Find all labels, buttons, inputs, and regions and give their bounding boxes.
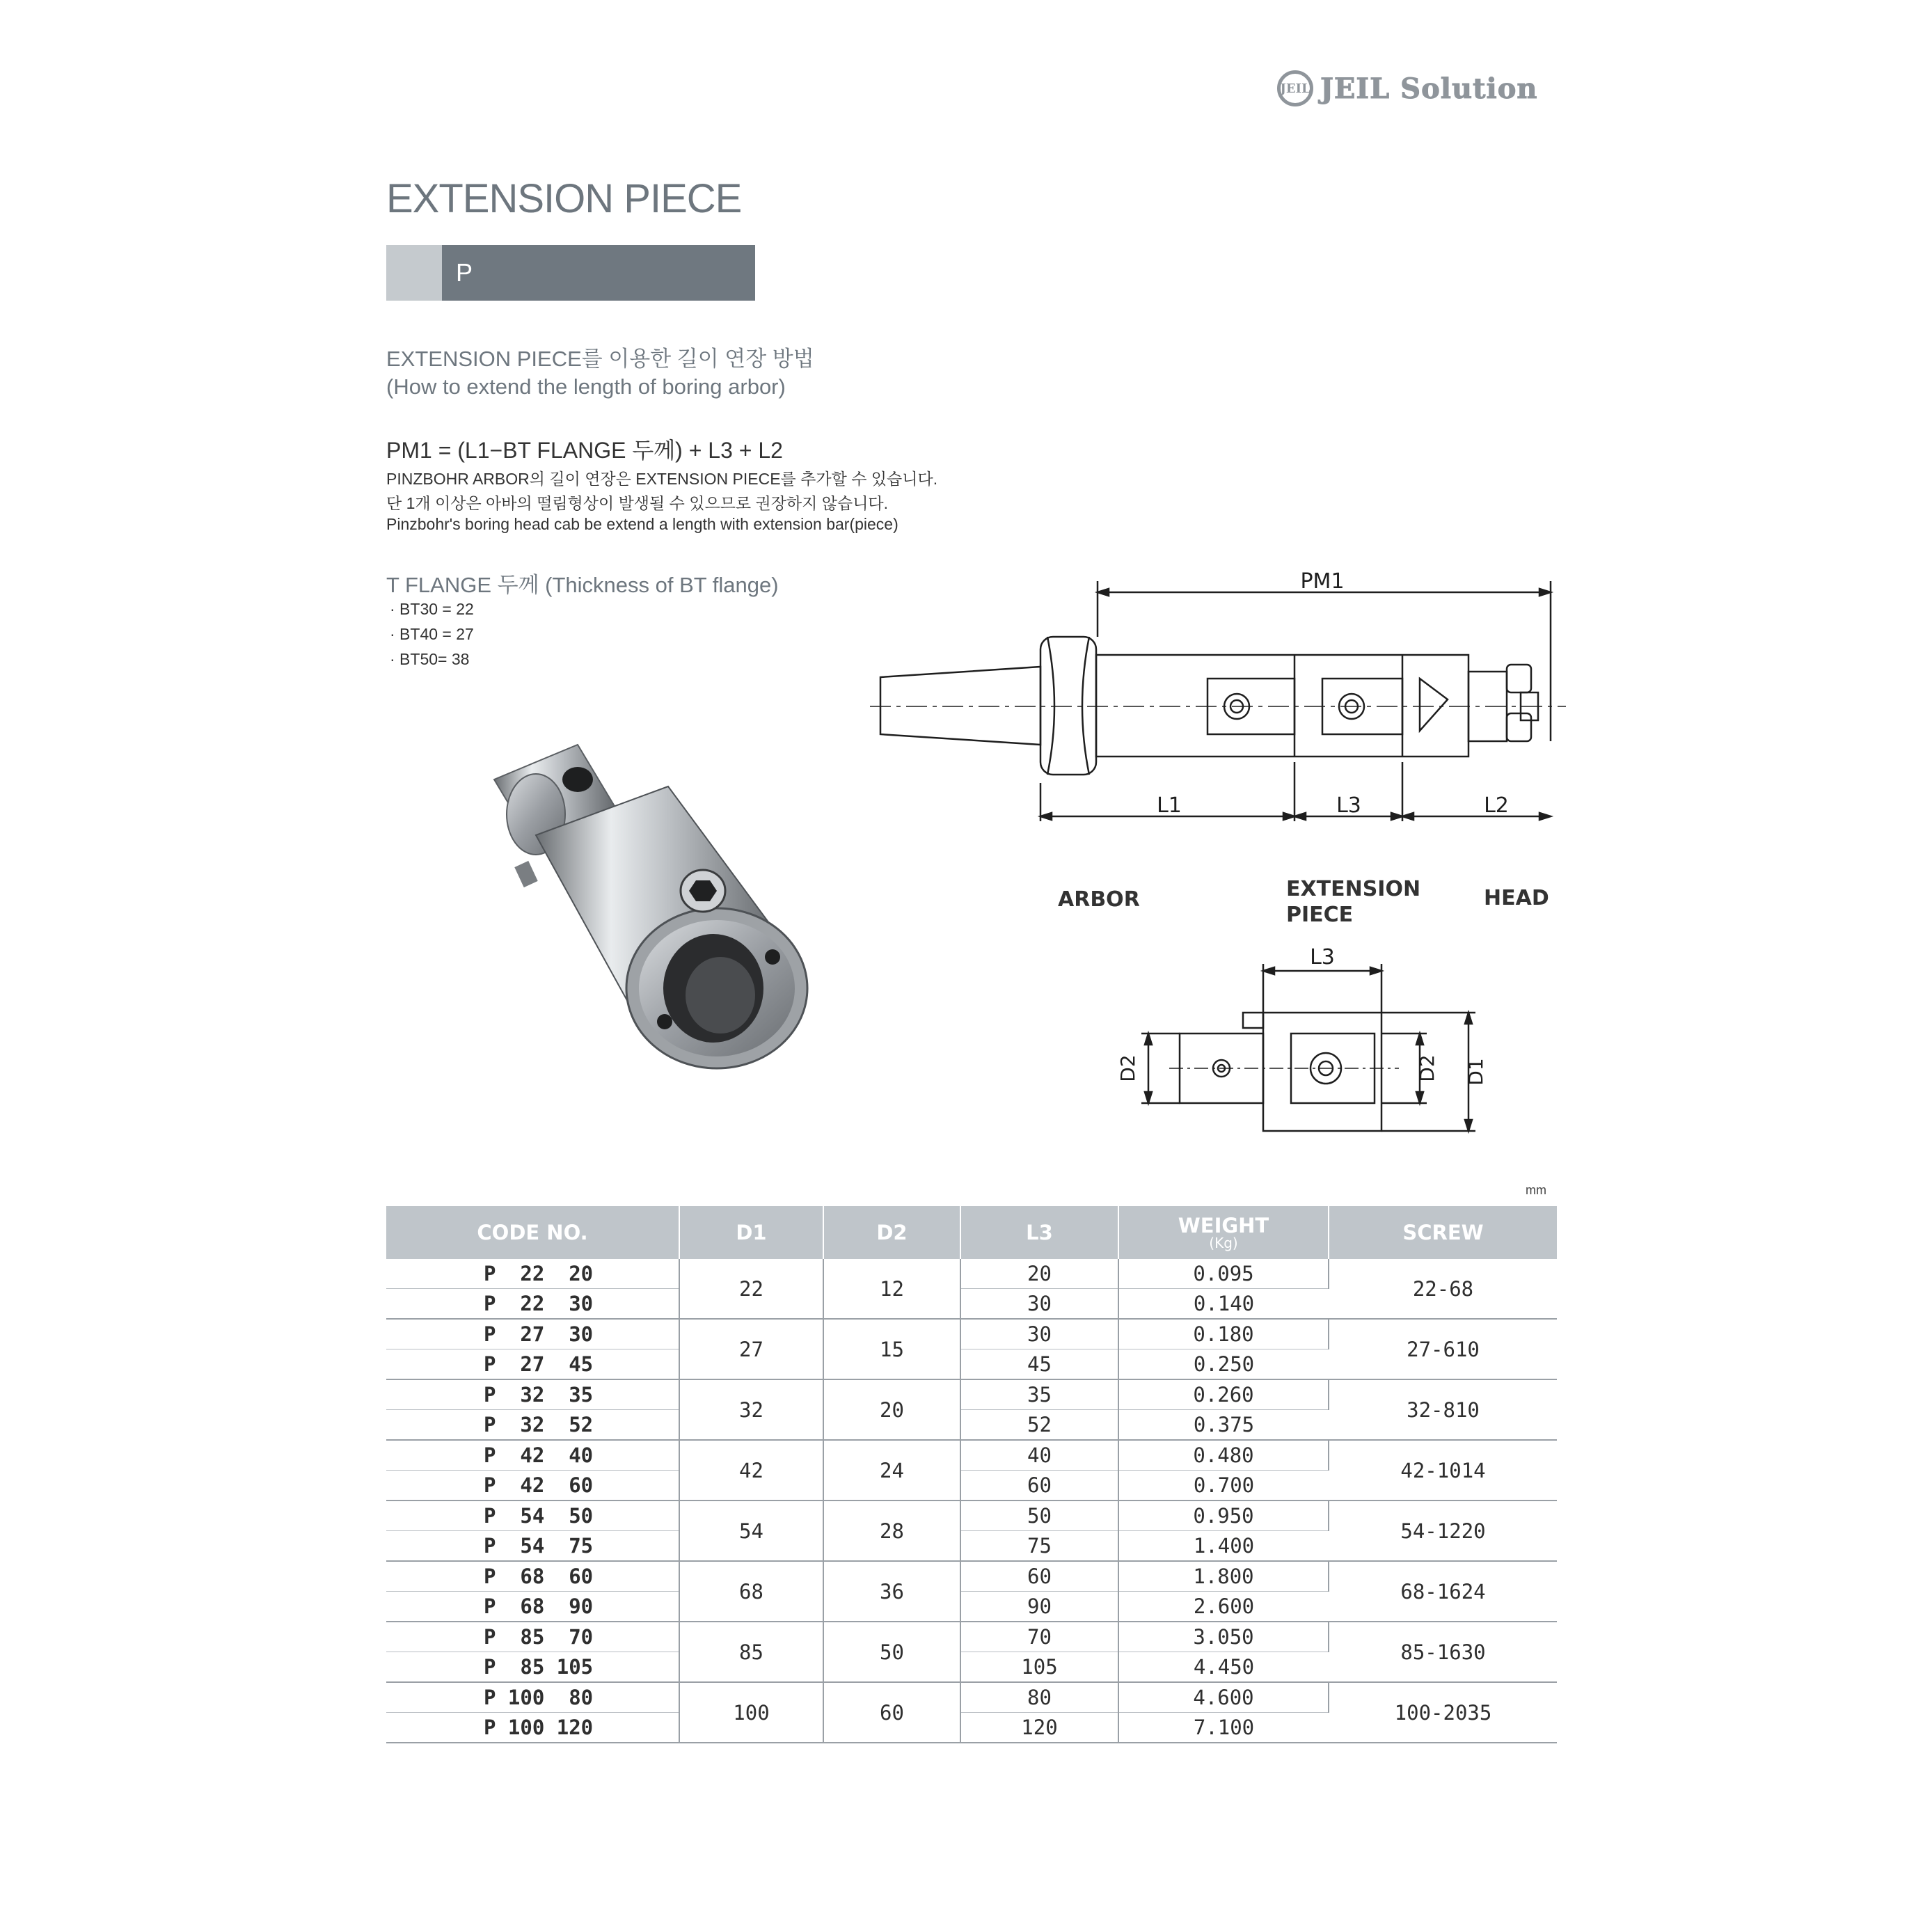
pm1-label: PM1	[1300, 569, 1345, 594]
d2-cell: 12	[823, 1259, 960, 1319]
note-line-1: PINZBOHR ARBOR의 길이 연장은 EXTENSION PIECE를 추가할 수 있습니다.	[386, 470, 938, 488]
l3-cell: 75	[960, 1531, 1118, 1562]
code-cell: P 100 80	[386, 1682, 679, 1713]
weight-cell: 0.950	[1118, 1501, 1329, 1531]
flange-item: · BT40 = 27	[390, 625, 474, 643]
small-l3-label: L3	[1310, 945, 1335, 969]
l3-cell: 20	[960, 1259, 1118, 1289]
l3-cell: 105	[960, 1652, 1118, 1683]
flange-item: · BT50= 38	[390, 650, 470, 668]
code-cell: P 85 70	[386, 1622, 679, 1652]
label-arbor: ARBOR	[1058, 887, 1140, 912]
brand-logo	[1277, 66, 1562, 111]
weight-cell: 4.600	[1118, 1682, 1329, 1713]
table-row	[386, 1561, 1557, 1592]
flange-title: T FLANGE 두께 (Thickness of BT flange)	[386, 573, 779, 597]
d2-cell: 50	[823, 1622, 960, 1682]
note-line-2: 단 1개 이상은 아바의 떨림형상이 발생될 수 있으므로 권장하지 않습니다.	[386, 494, 889, 512]
code-cell: P 22 20	[386, 1259, 679, 1289]
weight-cell: 0.700	[1118, 1471, 1329, 1501]
l3-cell: 70	[960, 1622, 1118, 1652]
flange-item: · BT30 = 22	[390, 600, 474, 618]
table-row	[386, 1501, 1557, 1531]
d1-cell: 42	[679, 1440, 823, 1501]
label-extension: EXTENSION	[1286, 877, 1421, 901]
code-cell: P 22 30	[386, 1289, 679, 1320]
table-row	[386, 1319, 1557, 1349]
page-title: EXTENSION PIECE	[386, 176, 742, 221]
weight-cell: 4.450	[1118, 1652, 1329, 1683]
weight-cell: 3.050	[1118, 1622, 1329, 1652]
header-weight-label: WEIGHT	[1178, 1214, 1269, 1237]
d2-cell: 20	[823, 1379, 960, 1440]
subtitle-korean: EXTENSION PIECE를 이용한 길이 연장 방법	[386, 347, 814, 371]
code-cell: P 68 90	[386, 1592, 679, 1622]
screw-cell: 42-1014	[1329, 1440, 1557, 1501]
d1-cell: 85	[679, 1622, 823, 1682]
code-cell: P 54 75	[386, 1531, 679, 1562]
l3-cell: 30	[960, 1289, 1118, 1320]
table-row	[386, 1440, 1557, 1471]
l3-cell: 35	[960, 1379, 1118, 1410]
header-code: CODE NO.	[386, 1206, 679, 1259]
code-cell: P 32 35	[386, 1379, 679, 1410]
code-bar	[386, 245, 755, 301]
weight-cell: 7.100	[1118, 1713, 1329, 1743]
weight-cell: 0.180	[1118, 1319, 1329, 1349]
table-row	[386, 1379, 1557, 1410]
header-d2: D2	[823, 1206, 960, 1259]
code-bar-label: P	[442, 245, 755, 301]
l3-cell: 45	[960, 1349, 1118, 1380]
code-cell: P 68 60	[386, 1561, 679, 1592]
header-weight	[1118, 1206, 1329, 1259]
small-d2-right-label: D2	[1416, 1054, 1439, 1082]
extension-piece-drawing	[1107, 943, 1496, 1145]
l3-cell: 60	[960, 1561, 1118, 1592]
screw-cell: 22-68	[1329, 1259, 1557, 1319]
screw-cell: 85-1630	[1329, 1622, 1557, 1682]
screw-cell: 32-810	[1329, 1379, 1557, 1440]
weight-cell: 1.800	[1118, 1561, 1329, 1592]
label-head: HEAD	[1484, 886, 1549, 910]
screw-cell: 68-1624	[1329, 1561, 1557, 1622]
spec-table	[386, 1206, 1557, 1743]
l1-label: L1	[1157, 793, 1182, 818]
code-bar-accent	[386, 245, 442, 301]
table-row	[386, 1259, 1557, 1289]
header-d1: D1	[679, 1206, 823, 1259]
subtitle-english: (How to extend the length of boring arbor)	[386, 374, 786, 399]
code-cell: P 42 40	[386, 1440, 679, 1471]
l3-cell: 120	[960, 1713, 1118, 1743]
logo-mark: JEIL	[1277, 70, 1313, 106]
weight-cell: 1.400	[1118, 1531, 1329, 1562]
product-photo	[480, 731, 835, 1079]
l3-cell: 40	[960, 1440, 1118, 1471]
table-header-row	[386, 1206, 1557, 1259]
header-weight-unit: (Kg)	[1209, 1235, 1238, 1251]
table-row	[386, 1622, 1557, 1652]
weight-cell: 0.480	[1118, 1440, 1329, 1471]
header-screw: SCREW	[1329, 1206, 1557, 1259]
l3-cell: 80	[960, 1682, 1118, 1713]
formula: PM1 = (L1−BT FLANGE 두께) + L3 + L2	[386, 438, 783, 463]
label-piece: PIECE	[1286, 903, 1354, 927]
d1-cell: 54	[679, 1501, 823, 1561]
l3-cell: 50	[960, 1501, 1118, 1531]
l2-label: L2	[1484, 793, 1509, 818]
weight-cell: 0.095	[1118, 1259, 1329, 1289]
screw-cell: 54-1220	[1329, 1501, 1557, 1561]
header-l3: L3	[960, 1206, 1118, 1259]
table-row	[386, 1682, 1557, 1713]
l3-label: L3	[1336, 793, 1361, 818]
d1-cell: 32	[679, 1379, 823, 1440]
d2-cell: 36	[823, 1561, 960, 1622]
code-cell: P 100 120	[386, 1713, 679, 1743]
d2-cell: 24	[823, 1440, 960, 1501]
code-cell: P 27 45	[386, 1349, 679, 1380]
screw-cell: 27-610	[1329, 1319, 1557, 1379]
l3-cell: 52	[960, 1410, 1118, 1441]
note-line-3: Pinzbohr's boring head cab be extend a length with extension bar(piece)	[386, 515, 898, 533]
unit-label: mm	[1526, 1183, 1546, 1197]
l3-cell: 90	[960, 1592, 1118, 1622]
code-cell: P 32 52	[386, 1410, 679, 1441]
code-cell: P 27 30	[386, 1319, 679, 1349]
weight-cell: 2.600	[1118, 1592, 1329, 1622]
code-cell: P 54 50	[386, 1501, 679, 1531]
d1-cell: 100	[679, 1682, 823, 1743]
d1-cell: 27	[679, 1319, 823, 1379]
d1-cell: 68	[679, 1561, 823, 1622]
l3-cell: 60	[960, 1471, 1118, 1501]
l3-cell: 30	[960, 1319, 1118, 1349]
code-cell: P 85 105	[386, 1652, 679, 1683]
assembly-diagram	[870, 567, 1573, 929]
weight-cell: 0.375	[1118, 1410, 1329, 1441]
weight-cell: 0.140	[1118, 1289, 1329, 1320]
weight-cell: 0.260	[1118, 1379, 1329, 1410]
d2-cell: 60	[823, 1682, 960, 1743]
small-d2-left-label: D2	[1116, 1054, 1139, 1082]
weight-cell: 0.250	[1118, 1349, 1329, 1380]
small-d1-label: D1	[1464, 1058, 1487, 1086]
d2-cell: 28	[823, 1501, 960, 1561]
brand-name: JEIL Solution	[1320, 72, 1538, 105]
d1-cell: 22	[679, 1259, 823, 1319]
d2-cell: 15	[823, 1319, 960, 1379]
code-cell: P 42 60	[386, 1471, 679, 1501]
screw-cell: 100-2035	[1329, 1682, 1557, 1743]
